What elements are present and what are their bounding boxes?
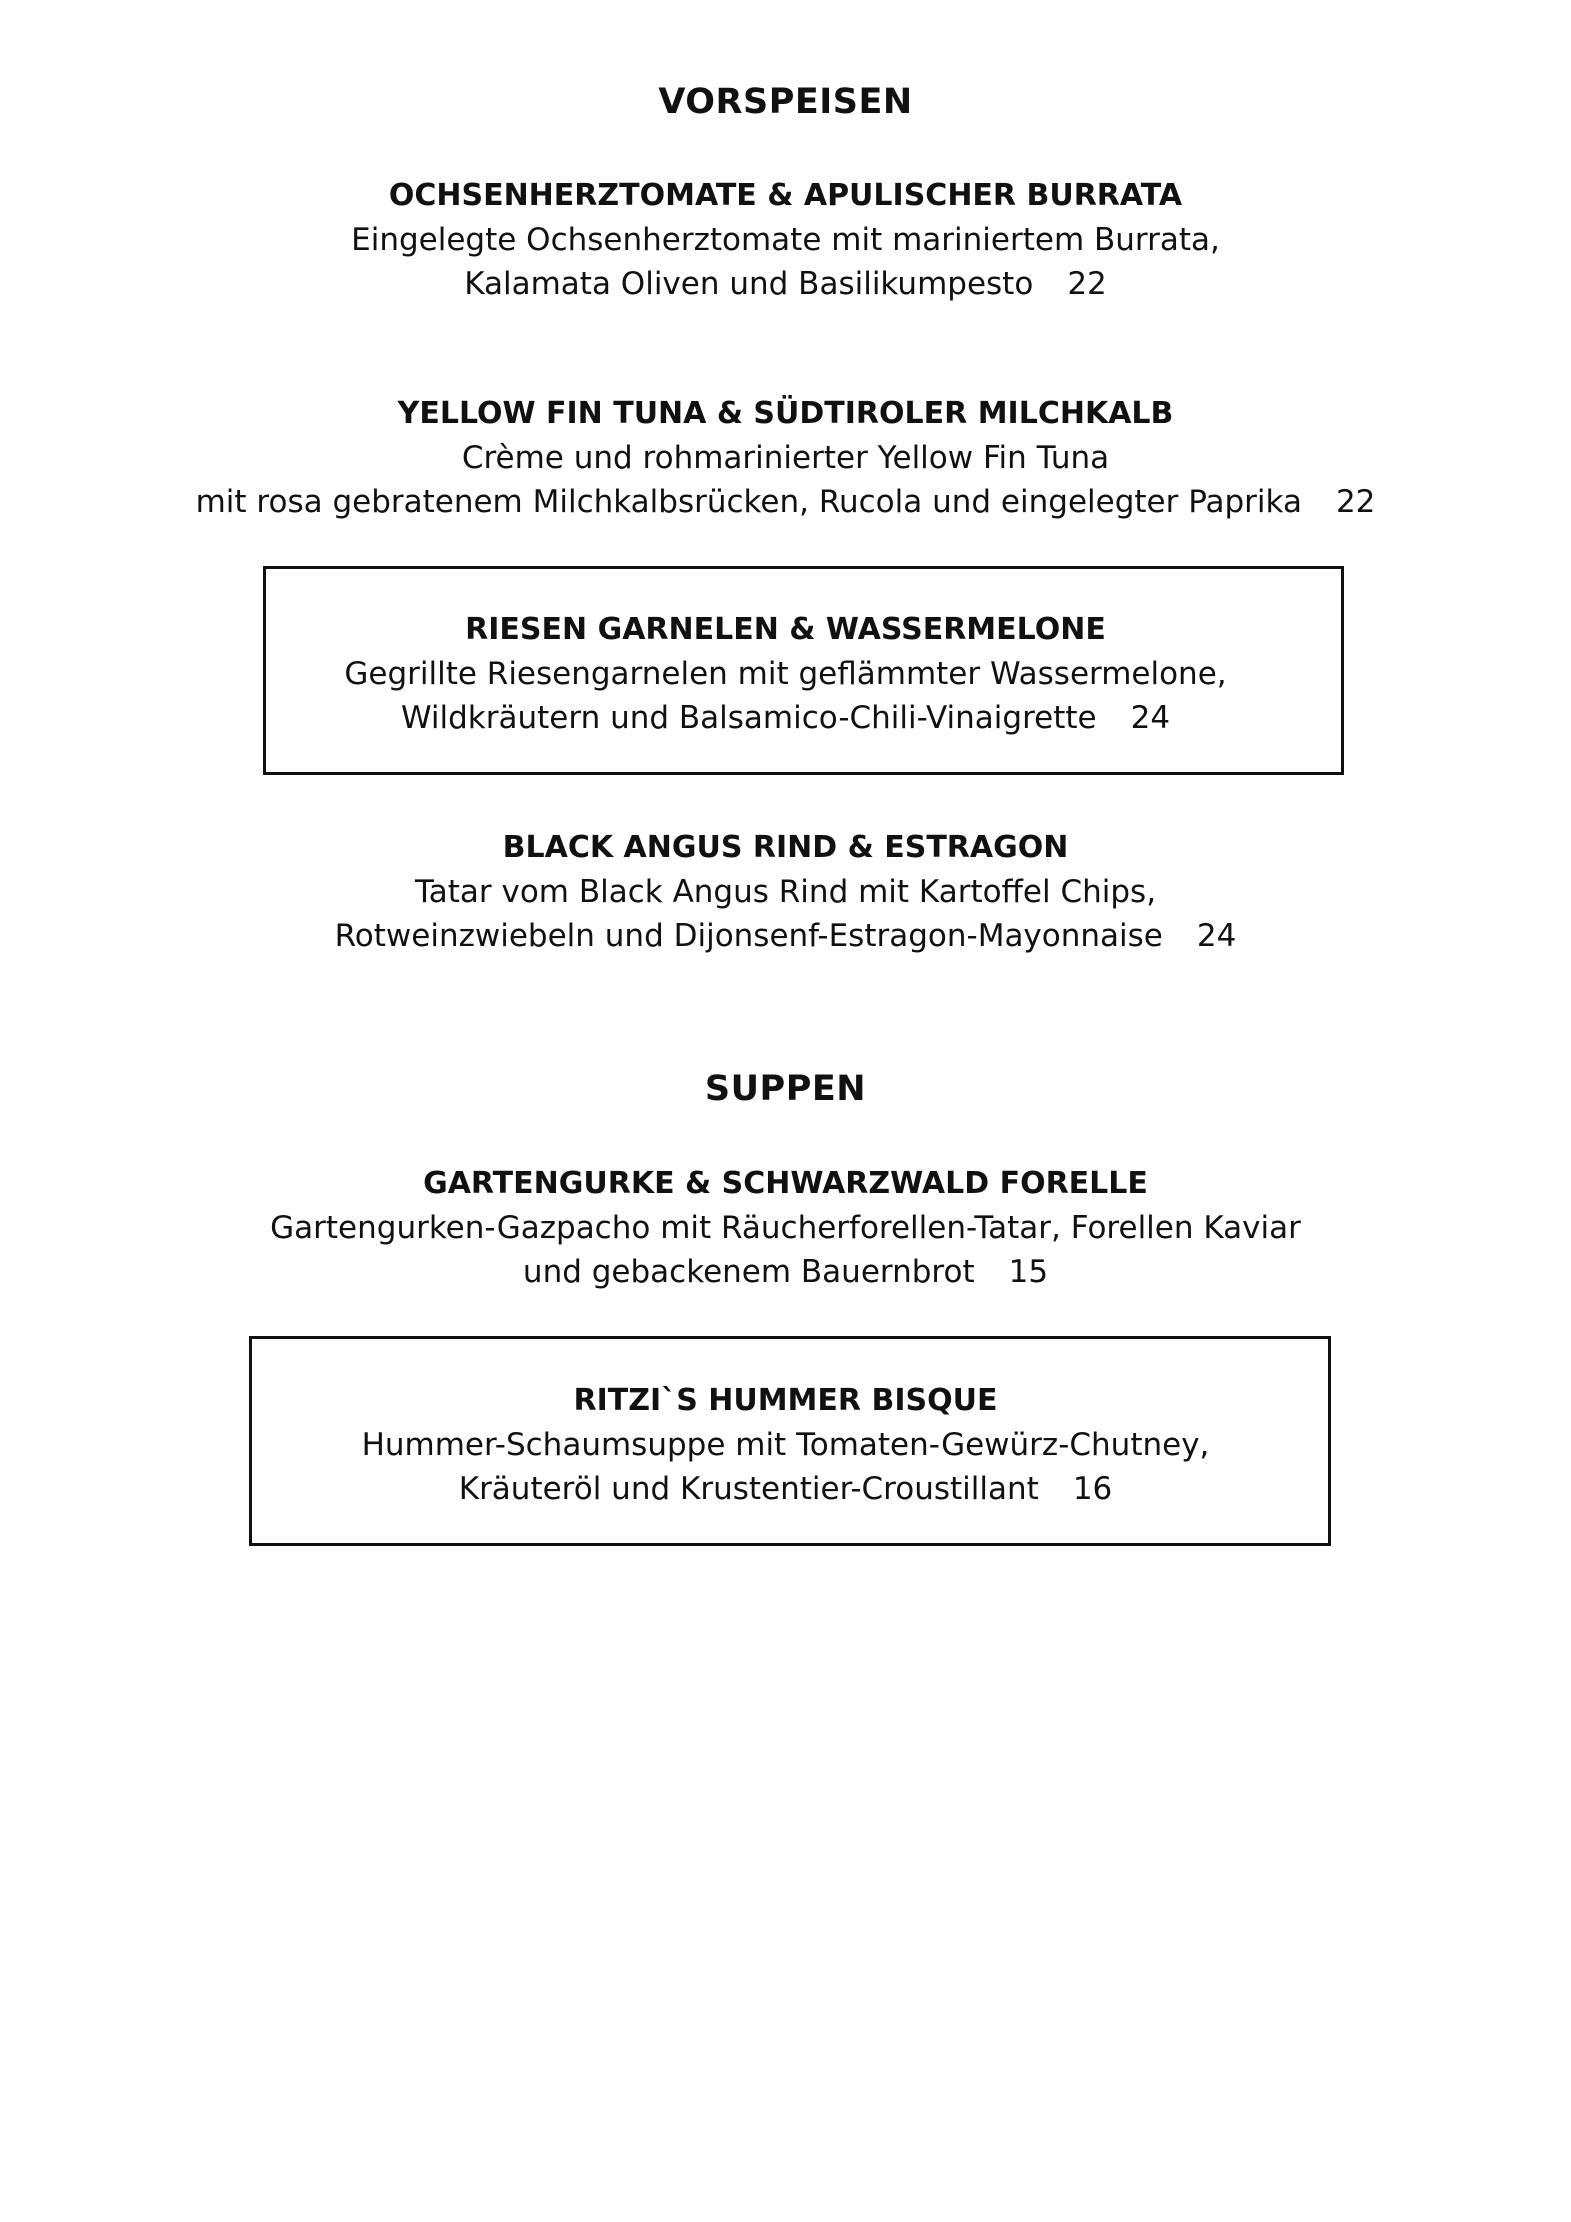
dish-description-text: Rotweinzwiebeln und Dijonsenf-Estragon-Mayonnaise bbox=[334, 918, 1163, 954]
dish-description-line: Gegrillte Riesengarnelen mit geflämmter Wassermelone, bbox=[344, 656, 1227, 692]
dish-description-text: Kalamata Oliven und Basilikumpesto bbox=[464, 266, 1034, 302]
dish-riesen-garnelen bbox=[0, 608, 1571, 740]
dish-description-text: Kräuteröl und Krustentier-Croustillant bbox=[458, 1471, 1039, 1507]
dish-description-line bbox=[0, 1467, 1571, 1511]
dish-description-line bbox=[0, 262, 1571, 306]
dish-description-line: Tatar vom Black Angus Rind mit Kartoffel Chips, bbox=[414, 874, 1157, 910]
dish-name: GARTENGURKE & SCHWARZWALD FORELLE bbox=[423, 1166, 1148, 1201]
dish-price: 16 bbox=[1072, 1471, 1113, 1507]
dish-black-angus bbox=[0, 826, 1571, 958]
dish-description-line bbox=[0, 480, 1571, 524]
dish-gartengurke bbox=[0, 1162, 1571, 1294]
dish-description-line bbox=[0, 1250, 1571, 1294]
dish-name: RITZI`S HUMMER BISQUE bbox=[573, 1383, 998, 1418]
dish-description-text: und gebackenem Bauernbrot bbox=[522, 1254, 975, 1290]
dish-hummer-bisque bbox=[0, 1379, 1571, 1511]
dish-price: 22 bbox=[1067, 266, 1107, 302]
dish-price: 24 bbox=[1196, 918, 1237, 954]
dish-description-line: Crème und rohmarinierter Yellow Fin Tuna bbox=[461, 440, 1110, 476]
dish-ochsenherztomate bbox=[0, 174, 1571, 306]
dish-description-line: Gartengurken-Gazpacho mit Räucherforellen-Tatar, Forellen Kaviar bbox=[270, 1210, 1301, 1246]
dish-description-line bbox=[0, 914, 1571, 958]
dish-price: 22 bbox=[1335, 484, 1376, 520]
dish-description-line: Hummer-Schaumsuppe mit Tomaten-Gewürz-Chutney, bbox=[361, 1427, 1210, 1463]
dish-yellow-fin-tuna bbox=[0, 392, 1571, 524]
dish-price: 24 bbox=[1130, 700, 1171, 736]
section-title-vorspeisen: VORSPEISEN bbox=[658, 82, 913, 122]
dish-description-line bbox=[0, 696, 1571, 740]
dish-description-line: Eingelegte Ochsenherztomate mit mariniertem Burrata, bbox=[351, 222, 1220, 258]
dish-name: BLACK ANGUS RIND & ESTRAGON bbox=[502, 830, 1069, 865]
dish-description-text: mit rosa gebratenem Milchkalbsrücken, Rucola und eingelegter Paprika bbox=[195, 484, 1302, 520]
dish-name: YELLOW FIN TUNA & SÜDTIROLER MILCHKALB bbox=[397, 396, 1174, 431]
section-title-suppen: SUPPEN bbox=[704, 1069, 867, 1109]
dish-description-text: Wildkräutern und Balsamico-Chili-Vinaigrette bbox=[400, 700, 1097, 736]
dish-price: 15 bbox=[1008, 1254, 1049, 1290]
dish-name: RIESEN GARNELEN & WASSERMELONE bbox=[465, 612, 1106, 647]
dish-name: OCHSENHERZTOMATE & APULISCHER BURRATA bbox=[388, 178, 1183, 213]
